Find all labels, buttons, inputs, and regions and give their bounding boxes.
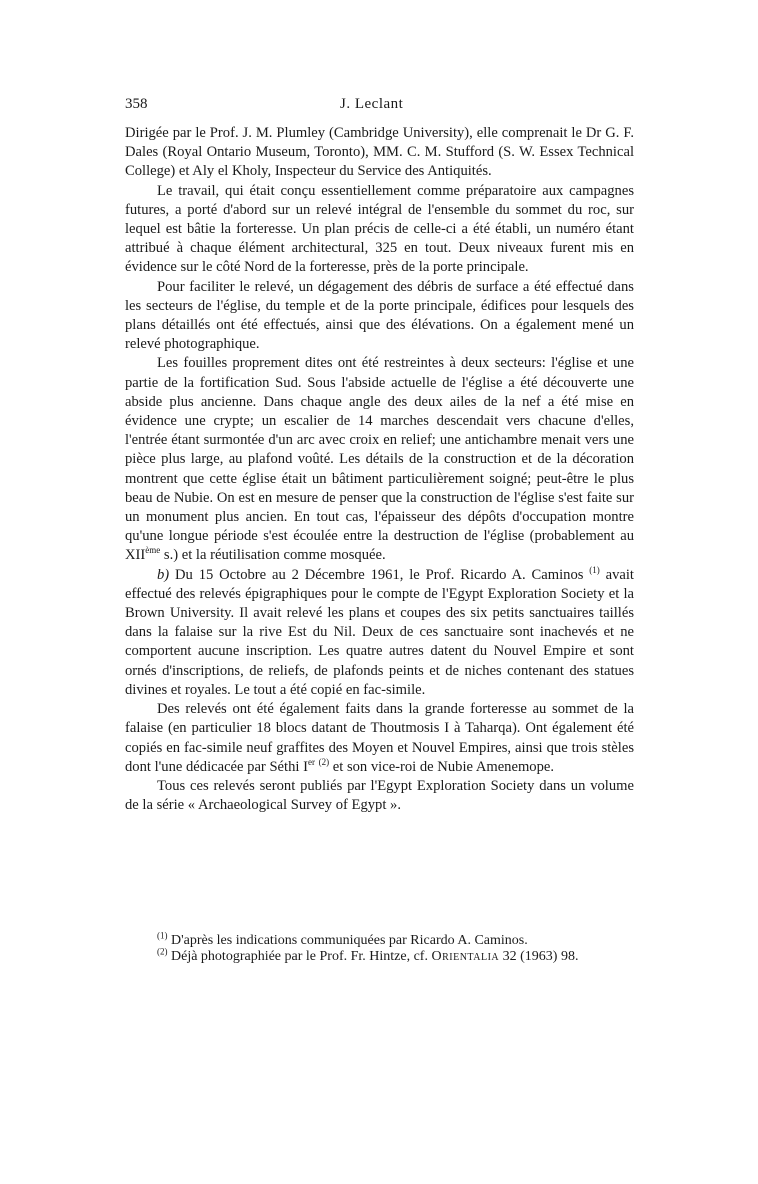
paragraph-4	[125, 354, 634, 565]
paragraph-5-text-end: avait effectué des relevés épigraphiques pour le compte de l'Egypt Exploration Society et la Brown University. Il avait relevé les plans et coupes des six petits sanctuaires taillés dans la falaise sur la rive Est du Nil. Deux de ces sanctuaire sont inachevés et ne comportent aucune inscription. Les quatre autres datent du Nouvel Empire et sont ornés d'inscriptions, de reliefs, de plafonds peints et de niches contenant des statues divines et royales. Le tout a été copié en fac-simile.	[125, 566, 634, 698]
footnotes	[125, 930, 634, 965]
paragraph-1: Dirigée par le Prof. J. M. Plumley (Cambridge University), elle comprenait le Dr G. F. Dales (Royal Ontario Museum, Toronto), MM. C. M. Stufford (S. W. Essex Technical College) et Aly el Kholy, Inspecteur du Service des Antiquités.	[125, 125, 634, 180]
footnote-ref-2[interactable]: (2)	[318, 756, 330, 767]
journal-name: Orientalia	[431, 949, 500, 964]
footnote-1-text: D'après les indications communiquées par Ricardo A. Caminos.	[167, 933, 528, 948]
paragraph-7: Tous ces relevés seront publiés par l'Egypt Exploration Society dans un volume de la série « Archaeological Survey of Egypt ».	[125, 777, 634, 814]
section-label-b: b)	[157, 566, 170, 583]
superscript-er: er	[307, 756, 315, 767]
paragraph-6-text-end: et son vice-roi de Nubie Amenemope.	[329, 758, 555, 775]
body-text	[125, 124, 634, 815]
footnote-1-mark: (1)	[157, 930, 168, 941]
paragraph-4-text: Les fouilles proprement dites ont été restreintes à deux secteurs: l'église et une partie de la fortification Sud. Sous l'abside actuelle de l'église a été découverte une abside plus ancienne. Dans chaque angle des deux ailes de la nef a été mise en évidence une crypte; un escalier de 14 marches descendait vers chacune d'elles, l'entrée étant surmontée d'un arc avec croix en relief; une antichambre menait vers une pièce plus large, au plafond voûté. Les détails de la construction et de la décoration montrent que cette église était un bâtiment particulièrement soigné; peut-être le plus beau de Nubie. On est en mesure de penser que la construction de l'église s'est faite sur un monument plus ancien. En tout cas, l'épaisseur des dépôts d'occupation montre qu'une longue période s'est écoulée entre la destruction de l'église (probablement au XII	[125, 355, 634, 564]
paragraph-6-text: Des relevés ont été également faits dans la grande forteresse au sommet de la falaise (en particulier 18 blocs datant de Thoutmosis I à Taharqa). Ont également été copiés en fac-simile neuf graffites des Moyen et Nouvel Empires, ainsi que trois stèles dont l'une dédicacée par Séthi I	[125, 701, 634, 775]
footnote-2-mark: (2)	[157, 946, 168, 957]
paragraph-5	[125, 566, 634, 700]
paragraph-5-text: Du 15 Octobre au 2 Décembre 1961, le Prof. Ricardo A. Caminos	[169, 566, 590, 583]
page-number: 358	[125, 96, 148, 112]
running-head	[125, 96, 634, 116]
footnote-2	[125, 946, 634, 965]
paragraph-6	[125, 700, 634, 777]
footnote-2-citation: 32 (1963) 98.	[499, 949, 579, 964]
paragraph-3: Pour faciliter le relevé, un dégagement des débris de surface a été effectué dans les secteurs de l'église, du temple et de la porte principale, édifices pour lesquels des plans détaillés ont été effectués, ainsi que des élévations. On a également mené un relevé photographique.	[125, 278, 634, 353]
paragraph-4-text-end: s.) et la réutilisation comme mosquée.	[160, 547, 386, 564]
superscript-eme: ème	[145, 545, 161, 556]
footnote-1	[125, 930, 634, 949]
paragraph-2: Le travail, qui était conçu essentiellement comme préparatoire aux campagnes futures, a porté d'abord sur un relevé intégral de l'ensemble du sommet du roc, sur lequel est bâtie la forteresse. Un plan précis de celle-ci a été établi, un numéro étant attribué à chaque élément architectural, 325 en tout. Deux niveaux furent mis en évidence sur le côté Nord de la forteresse, près de la porte principale.	[125, 182, 634, 276]
running-head-author: J. Leclant	[340, 96, 404, 112]
footnote-2-text: Déjà photographiée par le Prof. Fr. Hintze, cf.	[167, 949, 432, 964]
footnote-ref-1[interactable]: (1)	[589, 564, 600, 575]
